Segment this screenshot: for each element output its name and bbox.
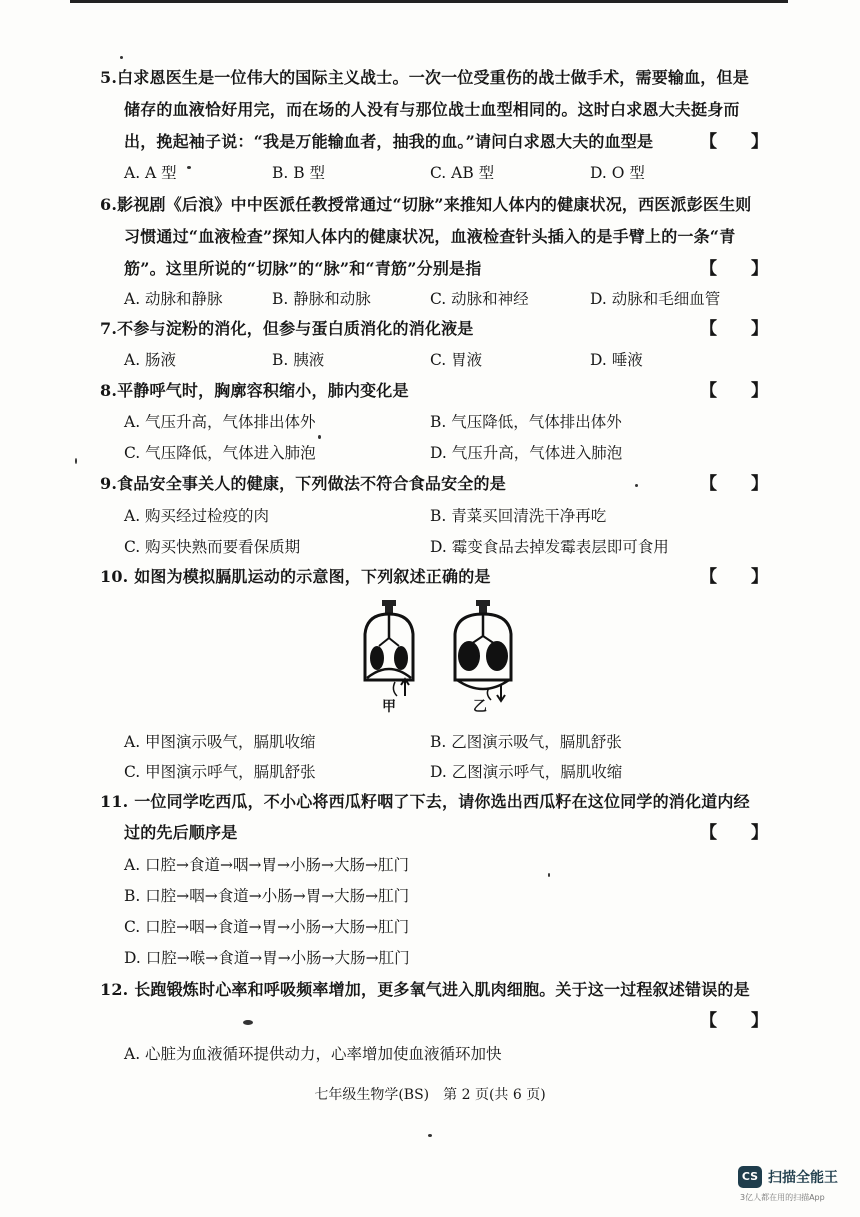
scanner-app-tagline: 3亿人都在用的扫描App (740, 1193, 825, 1202)
scan-speck (635, 484, 638, 487)
q10-option-b[interactable]: B. 乙图演示吸气，膈肌舒张 (430, 733, 622, 751)
q6-option-c[interactable]: C. 动脉和神经 (430, 290, 529, 308)
q12-option-a[interactable]: A. 心脏为血液循环提供动力，心率增加使血液循环加快 (124, 1045, 502, 1063)
q11-stem-line-1: 11. 一位同学吃西瓜，不小心将西瓜籽咽了下去，请你选出西瓜籽在这位同学的消化道内经 (100, 792, 750, 811)
q7-answer-bracket[interactable]: 【 】 (700, 319, 768, 339)
q7-option-b[interactable]: B. 胰液 (272, 351, 325, 369)
q7-option-a[interactable]: A. 肠液 (124, 351, 177, 369)
q5-option-d[interactable]: D. O 型 (590, 164, 645, 182)
q12-stem: 12. 长跑锻炼时心率和呼吸频率增加，更多氧气进入肌肉细胞。关于这一过程叙述错误的是 (100, 980, 750, 999)
q11-answer-bracket[interactable]: 【 】 (700, 823, 768, 843)
q7-stem: 7.不参与淀粉的消化，但参与蛋白质消化的消化液是 (100, 319, 474, 338)
cs-logo-icon: CS (738, 1166, 762, 1188)
scan-speck (318, 435, 321, 439)
q9-option-d[interactable]: D. 霉变食品去掉发霉表层即可食用 (430, 538, 669, 556)
q5-stem-line-3: 出，挽起袖子说：“我是万能输血者，抽我的血。”请问白求恩大夫的血型是 (124, 132, 654, 151)
scan-speck (187, 166, 191, 169)
q11-option-b[interactable]: B. 口腔→咽→食道→小肠→胃→大肠→肛门 (124, 887, 410, 905)
jar-jia-diagram (365, 600, 413, 696)
q6-stem-line-2: 习惯通过“血液检查”探知人体内的健康状况，血液检查针头插入的是手臂上的一条“青 (124, 227, 736, 246)
page-footer: 七年级生物学(BS) 第 2 页(共 6 页) (314, 1087, 546, 1103)
q10-stem: 10. 如图为模拟膈肌运动的示意图，下列叙述正确的是 (100, 567, 491, 586)
q8-option-c[interactable]: C. 气压降低，气体进入肺泡 (124, 444, 316, 462)
q5-option-a[interactable]: A. A 型 (124, 164, 177, 182)
q6-option-a[interactable]: A. 动脉和静脉 (124, 290, 223, 308)
top-rule (70, 0, 788, 3)
q8-answer-bracket[interactable]: 【 】 (700, 381, 768, 401)
scan-speck (120, 56, 123, 59)
diaphragm-model-figure (355, 598, 525, 718)
q11-stem-line-2: 过的先后顺序是 (124, 823, 238, 842)
q11-option-d[interactable]: D. 口腔→喉→食道→胃→小肠→大肠→肛门 (124, 949, 410, 967)
scan-speck (243, 1020, 253, 1025)
scan-speck (75, 458, 77, 464)
q8-option-b[interactable]: B. 气压降低，气体排出体外 (430, 413, 622, 431)
q10-option-c[interactable]: C. 甲图演示呼气，膈肌舒张 (124, 763, 316, 781)
q5-option-b[interactable]: B. B 型 (272, 164, 326, 182)
q9-stem: 9.食品安全事关人的健康，下列做法不符合食品安全的是 (100, 474, 506, 493)
q8-stem: 8.平静呼气时，胸廓容积缩小，肺内变化是 (100, 381, 409, 400)
q7-option-c[interactable]: C. 胃液 (430, 351, 483, 369)
q5-stem-line-1: 5.白求恩医生是一位伟大的国际主义战士。一次一位受重伤的战士做手术，需要输血，但是 (100, 68, 749, 87)
jar-yi-diagram (455, 600, 511, 701)
q6-option-b[interactable]: B. 静脉和动脉 (272, 290, 371, 308)
q10-option-a[interactable]: A. 甲图演示吸气，膈肌收缩 (124, 733, 316, 751)
scan-speck (428, 1134, 432, 1137)
q11-option-a[interactable]: A. 口腔→食道→咽→胃→小肠→大肠→肛门 (124, 856, 409, 874)
q10-answer-bracket[interactable]: 【 】 (700, 567, 768, 587)
scanner-app-watermark (738, 1166, 848, 1206)
q9-option-c[interactable]: C. 购买快熟而要看保质期 (124, 538, 301, 556)
scan-speck (548, 873, 550, 877)
q9-answer-bracket[interactable]: 【 】 (700, 474, 768, 494)
q9-option-b[interactable]: B. 青菜买回清洗干净再吃 (430, 507, 607, 525)
q10-option-d[interactable]: D. 乙图演示呼气，膈肌收缩 (430, 763, 623, 781)
scanner-app-name: 扫描全能王 (768, 1170, 838, 1186)
q8-option-d[interactable]: D. 气压升高，气体进入肺泡 (430, 444, 623, 462)
q7-option-d[interactable]: D. 唾液 (590, 351, 643, 369)
q6-stem-line-3: 筋”。这里所说的“切脉”的“脉”和“青筋”分别是指 (124, 259, 482, 278)
q5-answer-bracket[interactable]: 【 】 (700, 132, 768, 152)
q5-stem-line-2: 储存的血液恰好用完，而在场的人没有与那位战士血型相同的。这时白求恩大夫挺身而 (124, 100, 740, 119)
q6-stem-line-1: 6.影视剧《后浪》中中医派任教授常通过“切脉”来推知人体内的健康状况，西医派彭医生则 (100, 195, 752, 214)
q12-answer-bracket[interactable]: 【 】 (700, 1011, 768, 1031)
q8-option-a[interactable]: A. 气压升高，气体排出体外 (124, 413, 316, 431)
figure-label-jia: 甲 (382, 699, 396, 715)
figure-label-yi: 乙 (473, 699, 487, 715)
q9-option-a[interactable]: A. 购买经过检疫的肉 (124, 507, 270, 525)
q6-answer-bracket[interactable]: 【 】 (700, 259, 768, 279)
q6-option-d[interactable]: D. 动脉和毛细血管 (590, 290, 721, 308)
q11-option-c[interactable]: C. 口腔→咽→食道→胃→小肠→大肠→肛门 (124, 918, 410, 936)
q5-option-c[interactable]: C. AB 型 (430, 164, 495, 182)
